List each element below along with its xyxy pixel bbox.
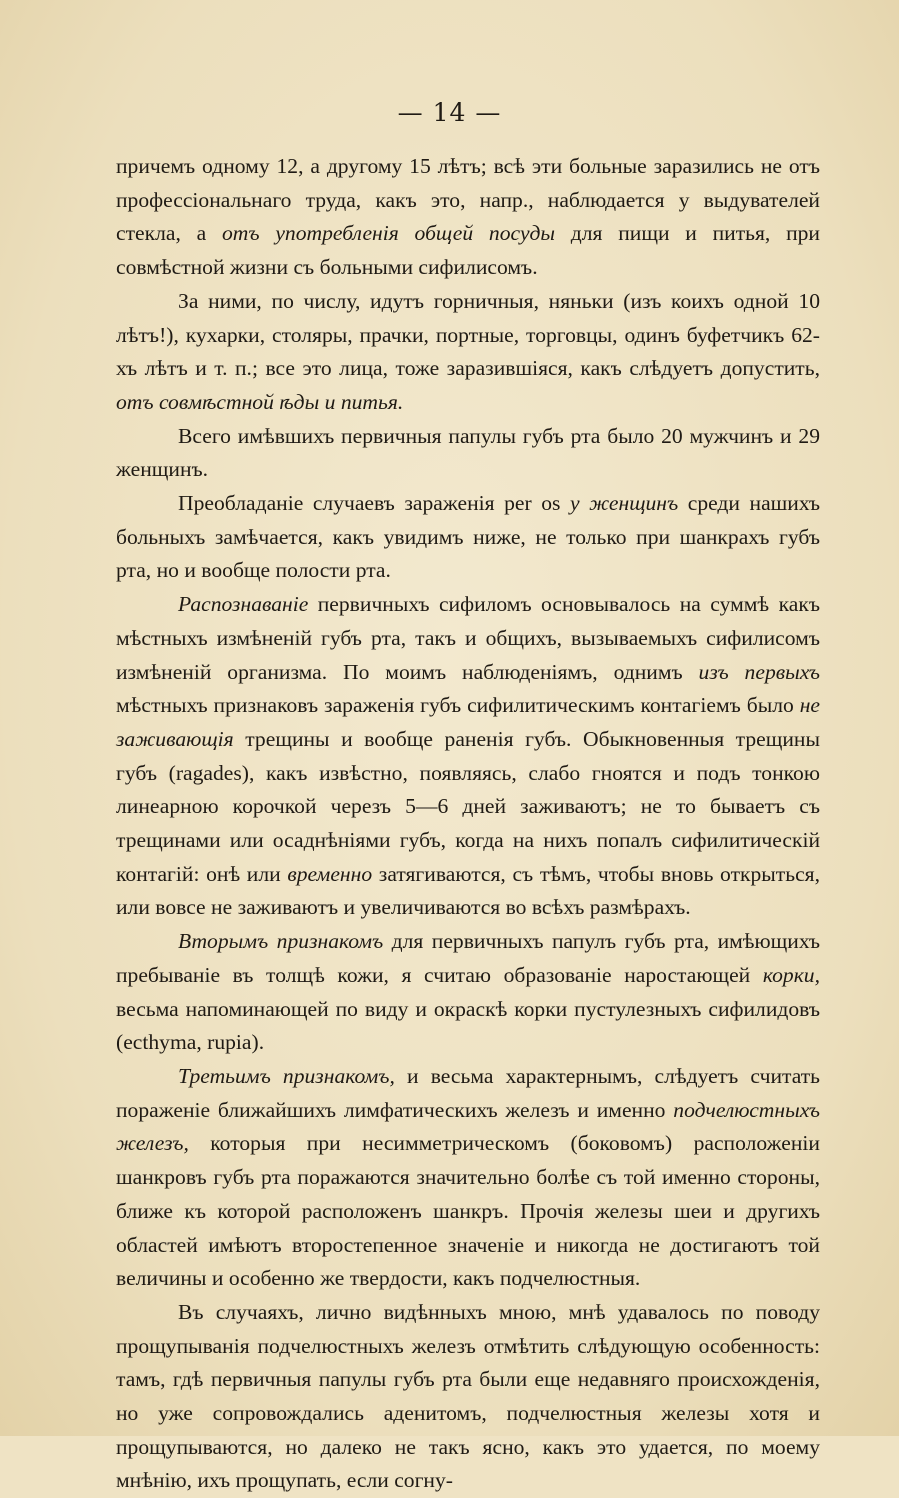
paragraph — [116, 925, 820, 1060]
text-run: Въ случаяхъ, лично видѣнныхъ мною, мнѣ удавалось по поводу прощупыванія подчелюстныхъ железъ отмѣтить слѣдующую особенность: тамъ, гдѣ первичныя папулы губъ рта были еще недавняго происхожденія, но уже сопровождались аденитомъ, подчелюстныя железы хотя и прощупываются, но далеко не такъ ясно, какъ это удается, по моему мнѣнію, ихъ прощупать, если согну- — [116, 1299, 820, 1493]
paragraph — [116, 285, 820, 420]
paragraph — [116, 1060, 820, 1296]
italic-run: корки, — [762, 962, 820, 987]
text-run: причемъ одному 12, а другому 15 лѣтъ; всѣ эти больные заразились не отъ профессіональнаго труда, какъ это, напр., наблюдается у выдувателей стекла, а — [116, 154, 820, 246]
text-run: весьма напоминающей по виду и окраскѣ корки пустулезныхъ сифилидовъ (ecthyma, rupia). — [116, 996, 820, 1055]
italic-run: отъ совмѣстной ѣды и питья. — [116, 389, 404, 414]
italic-run: Распознаваніе — [178, 592, 309, 617]
paragraph — [116, 487, 820, 588]
italic-run: изъ первыхъ — [698, 659, 820, 684]
text-run: для пищи и питья, при совмѣстной жизни съ больными сифилисомъ. — [116, 221, 820, 280]
italic-run: у женщинъ — [569, 491, 679, 516]
text-run: трещины и вообще раненія губъ. Обыкновенныя трещины губъ (ragades), какъ извѣстно, появляясь, слабо гноятся и подъ тонкою линеарною корочкой черезъ 5—6 дней заживаютъ; не то бываетъ съ трещинами или осаднѣніями губъ, когда на нихъ попалъ сифилитическій контагій: онѣ или — [116, 726, 820, 886]
italic-run: Третьимъ признакомъ, — [178, 1063, 395, 1088]
paragraph — [116, 420, 820, 487]
page-number: — 14 — — [397, 98, 502, 127]
text-run: мѣстныхъ признаковъ зараженія губъ сифилитическимъ контагіемъ было — [116, 693, 800, 718]
text-run: которыя при несимметрическомъ (боковомъ) расположеніи шанкровъ губъ рта поражаются значительно болѣе съ той именно стороны, ближе къ которой расположенъ шанкръ. Прочія железы шеи и другихъ областей имѣютъ второстепенное значеніе и никогда не достигаютъ той величины и особенно же твердости, какъ подчелюстныя. — [116, 1131, 820, 1291]
text-run: для первичныхъ папулъ губъ рта, имѣющихъ пребываніе въ толщѣ кожи, я считаю образованіе наростающей — [116, 929, 820, 987]
text-run: Всего имѣвшихъ первичныя папулы губъ рта было 20 мужчинъ и 29 женщинъ. — [116, 423, 820, 482]
paragraph — [116, 1296, 820, 1498]
text-run: первичныхъ сифиломъ основывалось на суммѣ какъ мѣстныхъ измѣненій губъ рта, такъ и общихъ, вызываемыхъ сифилисомъ измѣненій организма. По моимъ наблюденіямъ, однимъ — [116, 592, 820, 684]
italic-run: не заживающія — [116, 693, 820, 751]
text-run: среди нашихъ больныхъ замѣчается, какъ увидимъ ниже, не только при шанкрахъ губъ рта, но и вообще полости рта. — [116, 491, 820, 583]
text-run: и весьма характернымъ, слѣдуетъ считать пораженіе ближайшихъ лимфатическихъ железъ и именно — [116, 1063, 821, 1122]
paragraph — [116, 150, 820, 285]
text-run: Преобладаніе случаевъ зараженія per os — [178, 491, 570, 516]
paragraph — [116, 588, 820, 925]
italic-run: временно — [287, 861, 373, 886]
italic-run: подчелюстныхъ железъ, — [116, 1097, 820, 1156]
italic-run: Вторымъ признакомъ — [178, 929, 384, 954]
text-run: затягиваются, съ тѣмъ, чтобы вновь открыться, или вовсе не заживаютъ и увеличиваются во всѣхъ размѣрахъ. — [116, 861, 820, 920]
italic-run: отъ употребленія общей посуды — [221, 221, 556, 246]
text-run: За ними, по числу, идутъ горничныя, няньки (изъ коихъ одной 10 лѣтъ!), кухарки, столяры, прачки, портные, торговцы, одинъ буфетчикъ 62-хъ лѣтъ и т. п.; все это лица, тоже заразившіяся, какъ слѣдуетъ допустить, — [116, 288, 820, 381]
body-text — [116, 150, 820, 1498]
